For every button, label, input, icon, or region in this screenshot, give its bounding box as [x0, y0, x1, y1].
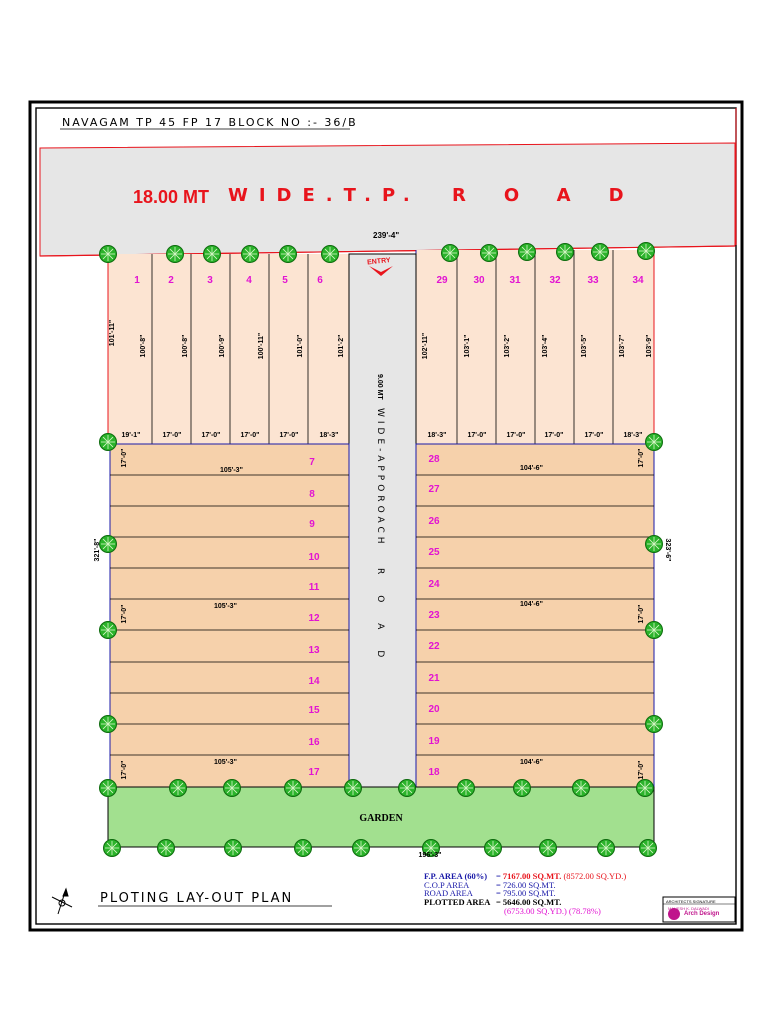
row-length: 105'-3"	[220, 467, 243, 474]
fp-area-eq: =	[496, 871, 501, 881]
plot-width: 17'-0"	[279, 432, 299, 439]
plot-width: 19'-1"	[121, 432, 141, 439]
plot-width: 17'-0"	[467, 432, 487, 439]
plot-width: 17'-0"	[584, 432, 604, 439]
plotted-area-value: 5646.00 SQ.MT.	[502, 897, 562, 908]
plot-number: 34	[632, 275, 644, 286]
row-length: 104'-6"	[520, 465, 543, 472]
plot-depth: 103'-5"	[581, 334, 588, 358]
plotted-area-yd: (6753.00 SQ.YD.) (78.78%)	[504, 905, 601, 916]
plot-depth: 102'-11"	[422, 332, 429, 360]
plot-number: 14	[308, 676, 320, 687]
plot-number: 20	[428, 704, 440, 715]
plot-number: 10	[308, 552, 320, 563]
row-length: 104'-6"	[520, 601, 543, 608]
plot-depth: 103'-2"	[504, 334, 511, 358]
top-dimension: 239'-4"	[373, 231, 400, 240]
stamp-title: ARCHITECTS SIGNATURE	[666, 899, 716, 904]
plan-title: PLOTING LAY-OUT PLAN	[100, 891, 294, 906]
plot-number: 24	[428, 579, 440, 590]
plot-number: 11	[308, 582, 320, 593]
plot-width: 18'-3"	[319, 432, 339, 439]
plot-number: 7	[309, 457, 315, 468]
plot-number: 22	[428, 641, 440, 652]
site-side-length: 321'-8"	[94, 538, 101, 562]
fp-area-label: F.P. AREA (60%)	[424, 871, 488, 881]
approach-road-wide: WIDE-APPOROACH	[375, 408, 385, 548]
plot-number: 16	[308, 737, 320, 748]
plot-depth: 101'-11"	[109, 319, 116, 347]
plot-number: 19	[428, 736, 440, 747]
entry-label: ENTRY	[366, 257, 391, 267]
row-width: 17'-0"	[121, 604, 128, 624]
row-length: 104'-6"	[520, 759, 543, 766]
plot-number: 2	[168, 275, 174, 286]
row-length: 105'-3"	[214, 759, 237, 766]
area-summary	[424, 872, 626, 916]
right-rows	[416, 444, 654, 787]
plot-depth: 100'-11"	[258, 332, 265, 360]
garden-label: GARDEN	[359, 813, 403, 824]
plot-depth: 100'-9"	[219, 334, 226, 358]
plot-number: 30	[473, 275, 485, 286]
row-width: 17'-0"	[121, 448, 128, 468]
approach-road-name: ROAD	[375, 568, 385, 679]
plot-depth: 100'-8"	[182, 334, 189, 358]
plot-number: 18	[428, 767, 440, 778]
plot-number: 13	[308, 645, 320, 656]
plot-number: 4	[246, 275, 252, 286]
site-side-length: 323'-6"	[664, 538, 671, 562]
road-area-label: ROAD AREA	[424, 888, 473, 899]
plot-number: 26	[428, 516, 440, 527]
fp-area-yd: (8572.00 SQ.YD.)	[563, 871, 627, 881]
plot-number: 23	[428, 610, 440, 621]
plotted-area-eq: =	[496, 897, 501, 908]
road-wide-label: WIDE.T.P.	[228, 185, 421, 206]
road-area-eq: =	[496, 888, 501, 899]
plot-number: 6	[317, 275, 323, 286]
row-width: 17'-0"	[121, 760, 128, 780]
plot-number: 3	[207, 275, 213, 286]
plot-number: 33	[587, 275, 599, 286]
stamp-name: MAHESH K. DALWADI	[668, 906, 709, 911]
plot-number: 27	[428, 484, 440, 495]
row-width: 17'-0"	[638, 604, 645, 624]
garden-bottom-dimension: 196'-3"	[418, 852, 442, 859]
row-width: 17'-0"	[638, 760, 645, 780]
plot-number: 31	[509, 275, 521, 286]
plot-number: 32	[549, 275, 561, 286]
row-width: 17'-0"	[638, 448, 645, 468]
plot-depth: 103'-9"	[646, 334, 653, 358]
plot-number: 28	[428, 454, 440, 465]
plot-width: 17'-0"	[506, 432, 526, 439]
plot-number: 17	[308, 767, 320, 778]
plot-width: 17'-0"	[240, 432, 260, 439]
cop-area-eq: =	[496, 879, 501, 890]
stamp-logo: Arch Design	[684, 911, 720, 917]
plot-width: 17'-0"	[544, 432, 564, 439]
approach-road-width: 9.00 MT	[376, 374, 383, 400]
row-length: 105'-3"	[214, 603, 237, 610]
plot-number: 29	[436, 275, 448, 286]
plot-width: 17'-0"	[162, 432, 182, 439]
project-label: NAVAGAM TP 45 FP 17 BLOCK NO :- 36/B	[62, 116, 358, 129]
plot-number: 21	[428, 673, 440, 684]
plot-depth: 103'-4"	[542, 334, 549, 358]
plot-number: 15	[308, 705, 320, 716]
plot-number: 25	[428, 547, 440, 558]
plot-number: 1	[134, 275, 140, 286]
plot-number: 5	[282, 275, 288, 286]
cop-area-value: 726.00 SQ.MT.	[502, 879, 556, 890]
plot-width: 18'-3"	[427, 432, 447, 439]
north-arrow-icon	[52, 889, 72, 914]
plot-number: 9	[309, 519, 315, 530]
plot-width: 17'-0"	[201, 432, 221, 439]
plot-width: 18'-3"	[623, 432, 643, 439]
plot-depth: 100'-8"	[140, 334, 147, 358]
plot-depth: 103'-1"	[464, 334, 471, 358]
plotted-area-label: PLOTTED AREA	[424, 897, 491, 908]
fp-area-value: 7167.00 SQ.MT.	[502, 871, 562, 881]
plot-depth: 101'-2"	[338, 334, 345, 358]
cop-area-label: C.O.P AREA	[424, 879, 470, 890]
road-width-label: 18.00 MT	[133, 187, 210, 207]
road-name-label: ROAD	[452, 185, 662, 206]
plot-depth: 101'-0"	[297, 334, 304, 358]
plot-number: 12	[308, 613, 320, 624]
plot-number: 8	[309, 489, 315, 500]
road-area-value: 795.00 SQ.MT.	[502, 888, 556, 899]
plot-depth: 103'-7"	[619, 334, 626, 358]
